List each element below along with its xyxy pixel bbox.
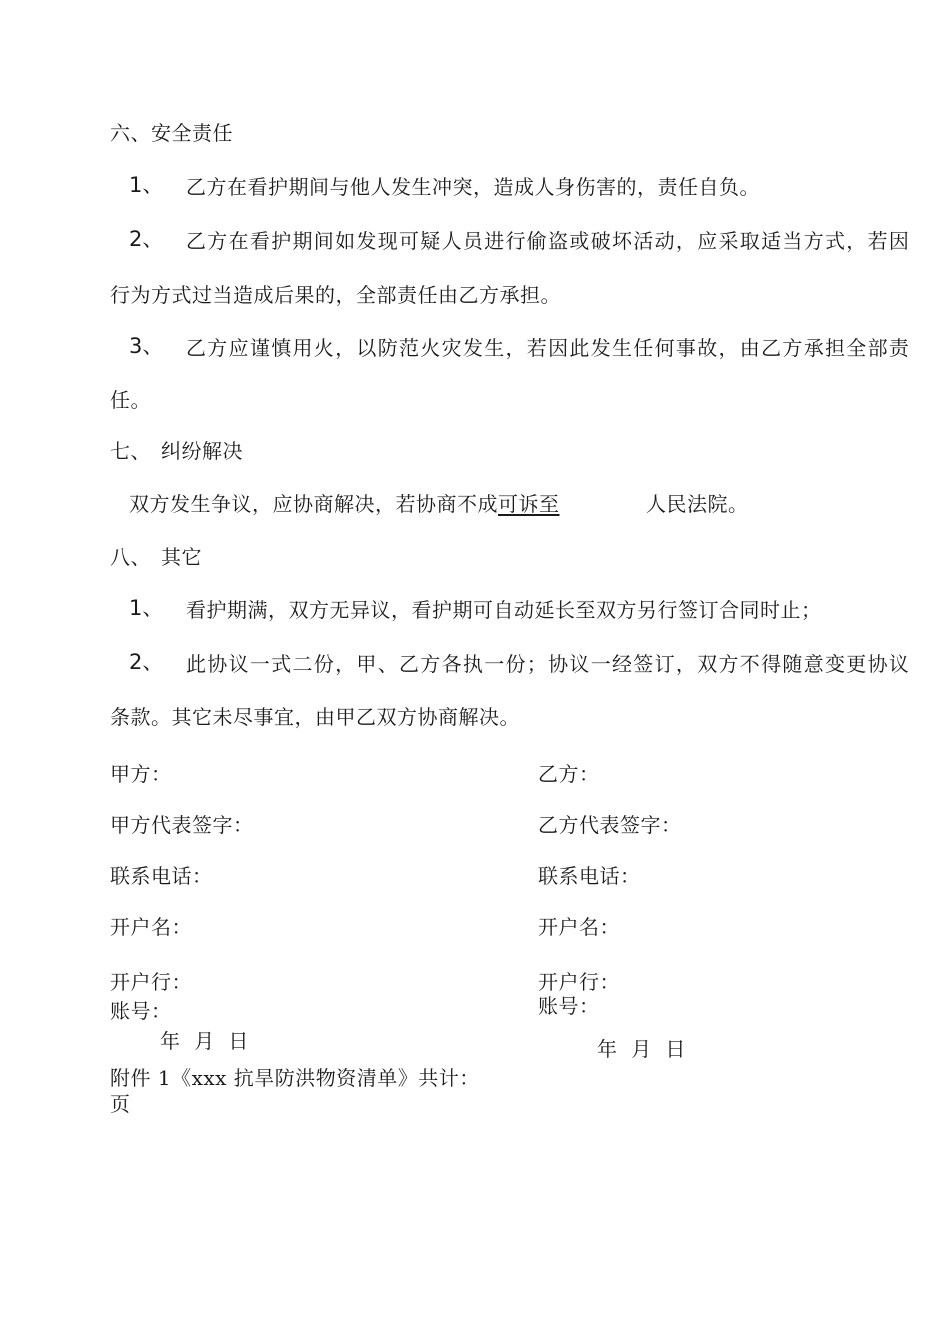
- party-a-label: 甲方：: [110, 762, 172, 786]
- attachment-clipped-line: [110, 1092, 131, 1116]
- party-a-bank-label: 开户行：: [110, 970, 192, 994]
- section-6-item-2-line-2: 行为方式过当造成后果的，全部责任由乙方承担。: [110, 283, 561, 307]
- section-8-heading: 其它: [161, 545, 202, 569]
- section-8-item-1-number: 1、: [129, 596, 164, 620]
- party-b-bank-label: 开户行：: [538, 970, 620, 994]
- section-8-item-1-text: 看护期满，双方无异议，看护期可自动延长至双方另行签订合同时止；: [186, 598, 822, 622]
- party-b-account-name-label: 开户名：: [538, 915, 620, 939]
- section-6-heading: 六、安全责任: [110, 121, 233, 145]
- section-8-heading-number: 八、: [110, 545, 151, 569]
- party-b-account-number-label: 账号：: [538, 994, 600, 1018]
- section-7-text-after: 人民法院。: [646, 492, 749, 516]
- party-b-label: 乙方：: [538, 762, 600, 786]
- section-6-item-2-number: 2、: [129, 227, 164, 251]
- section-6-item-3-number: 3、: [129, 334, 164, 358]
- party-a-phone-label: 联系电话：: [110, 864, 213, 888]
- section-8-item-2-line-2: 条款。其它未尽事宜，由甲乙双方协商解决。: [110, 705, 520, 729]
- section-6-item-1-number: 1、: [129, 173, 164, 197]
- party-a-date: 年 月 日: [160, 1029, 249, 1053]
- party-a-account-name-label: 开户名：: [110, 915, 192, 939]
- section-6-item-2-line-1: 乙方在看护期间如发现可疑人员进行偷盗或破坏活动，应采取适当方式，若因: [186, 229, 911, 253]
- section-8-item-2-number: 2、: [129, 650, 164, 674]
- section-7-text-before: 双方发生争议，应协商解决，若协商不成: [129, 492, 498, 516]
- party-b-phone-label: 联系电话：: [538, 864, 641, 888]
- party-a-account-number-label: 账号：: [110, 999, 172, 1023]
- section-6-item-1-text: 乙方在看护期间与他人发生冲突，造成人身伤害的，责任自负。: [186, 175, 760, 199]
- attachment-line: 附件 1《xxx 抗旱防洪物资清单》共计：: [110, 1066, 480, 1090]
- party-b-rep-signature-label: 乙方代表签字：: [538, 813, 682, 837]
- section-7-heading-number: 七、: [110, 439, 151, 463]
- party-a-rep-signature-label: 甲方代表签字：: [110, 813, 254, 837]
- party-b-date: 年 月 日: [597, 1037, 686, 1061]
- attachment-clipped-text: 页: [110, 1092, 131, 1116]
- section-6-item-3-line-2: 任。: [110, 388, 151, 412]
- section-6-item-3-line-1: 乙方应谨慎用火，以防范火灾发生，若因此发生任何事故，由乙方承担全部责: [186, 336, 911, 360]
- section-7-text-underlined: 可诉至: [498, 492, 560, 516]
- section-7-heading: 纠纷解决: [161, 439, 243, 463]
- section-7-text: [129, 494, 560, 514]
- section-8-item-2-line-1: 此协议一式二份，甲、乙方各执一份；协议一经签订，双方不得随意变更协议: [186, 652, 911, 676]
